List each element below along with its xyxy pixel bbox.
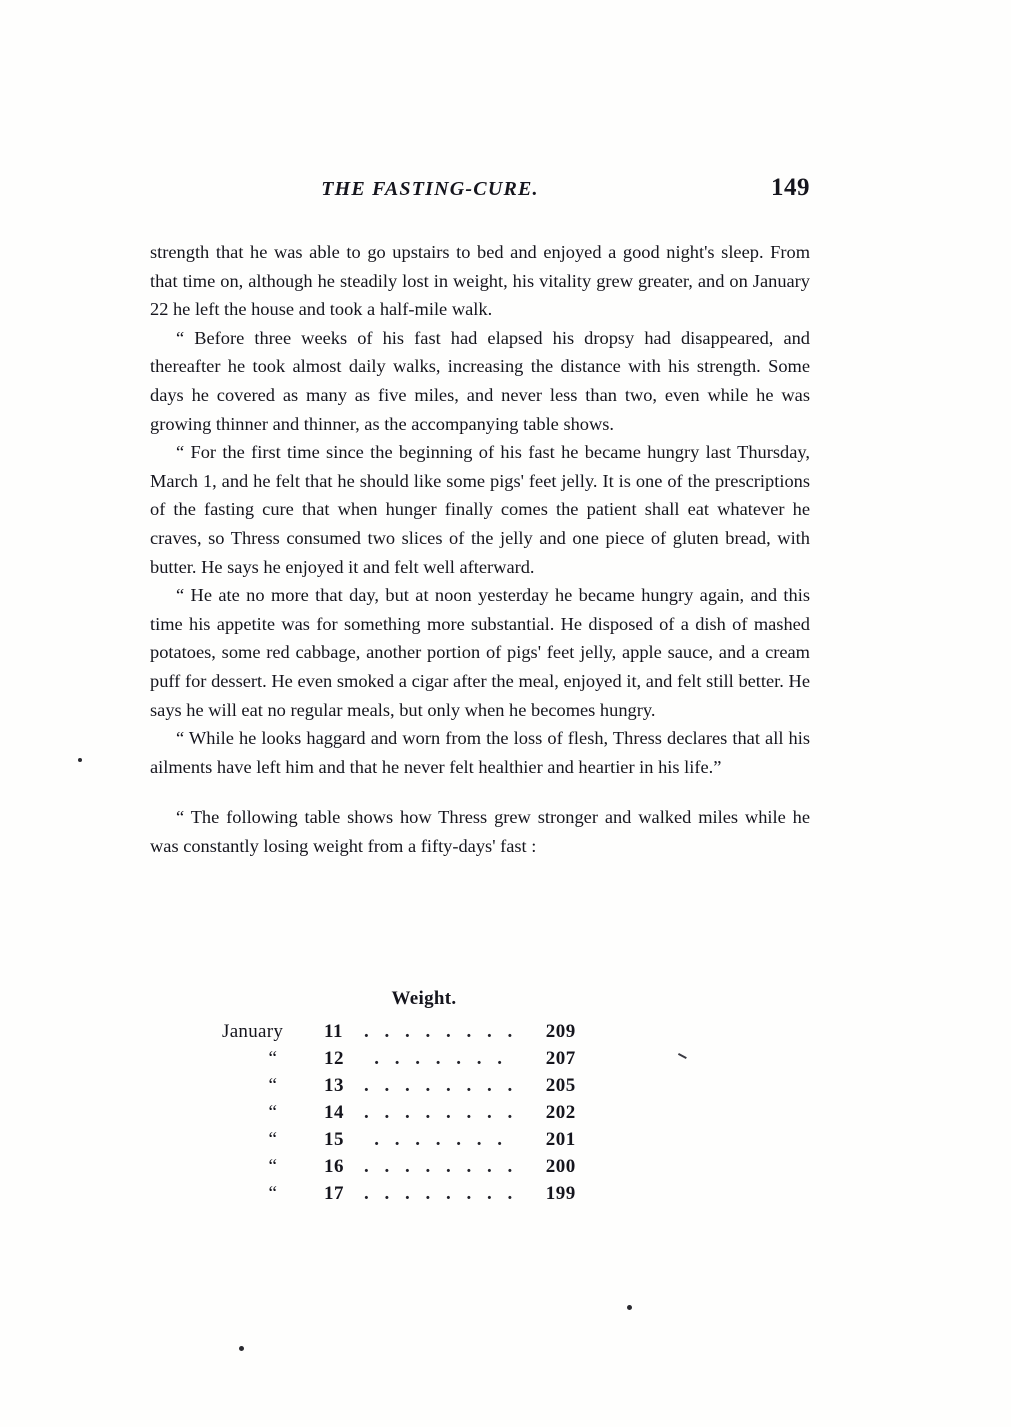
weight-table-caption: Weight. [391, 988, 457, 1009]
table-row [222, 1156, 576, 1183]
row-day: 14 [324, 1102, 344, 1123]
row-month: “ [268, 1129, 278, 1150]
weight-table-section [150, 988, 810, 1210]
row-weight: 209 [545, 1021, 576, 1042]
row-day: 17 [324, 1183, 344, 1204]
paragraph-5: “ While he looks haggard and worn from the loss of flesh, Thress declares that all his ailments have left him and that he never felt healthier and heartier in his life.” [150, 728, 810, 777]
running-head-title: THE FASTING-CURE. [321, 178, 539, 200]
paragraph-3: “ For the first time since the beginning of his fast he became hungry last Thursday, March 1, and he felt that he should like some pigs' feet jelly. It is one of the prescriptions of the fasting cure that when hunger finally comes the patient shall eat whatever he craves, so Thress consumed two slices of the jelly and one piece of gluten bread, with butter. He says he enjoyed it and felt well afterward. [150, 442, 810, 577]
row-weight: 202 [545, 1102, 576, 1123]
weight-table [222, 1021, 576, 1210]
paragraph-6: “ The following table shows how Thress grew stronger and walked miles while he was constantly losing weight from a fifty-days' fast : [150, 807, 810, 856]
table-row [222, 1183, 576, 1210]
row-month: “ [268, 1183, 278, 1204]
row-month: “ [268, 1048, 278, 1069]
row-weight: 207 [545, 1048, 576, 1069]
row-leader: . . . . . . . [374, 1129, 508, 1150]
row-day: 13 [324, 1075, 344, 1096]
row-day: 12 [324, 1048, 344, 1069]
table-row [222, 1048, 576, 1075]
paragraph-4: “ He ate no more that day, but at noon yesterday he became hungry again, and this time his appetite was for something more substantial. He disposed of a dish of mashed potatoes, some red cabbage, another portion of pigs' feet jelly, apple sauce, and a cream puff for dessert. He even smoked a cigar after the meal, enjoyed it, and felt still better. He says he will eat no regular meals, but only when he becomes hungry. [150, 585, 810, 720]
row-day: 11 [324, 1021, 343, 1042]
page-number: 149 [771, 174, 810, 201]
table-row [222, 1129, 576, 1156]
row-weight: 199 [545, 1183, 576, 1204]
row-day: 16 [324, 1156, 344, 1177]
paper-speck [627, 1305, 632, 1310]
table-row [222, 1102, 576, 1129]
row-month: January [222, 1021, 284, 1042]
row-leader: . . . . . . . . [364, 1183, 518, 1204]
row-leader: . . . . . . . . [364, 1021, 518, 1042]
paper-speck [239, 1346, 244, 1351]
row-leader: . . . . . . . [374, 1048, 508, 1069]
paper-speck [78, 758, 82, 762]
row-weight: 205 [545, 1075, 576, 1096]
row-leader: . . . . . . . . [364, 1075, 518, 1096]
row-day: 15 [324, 1129, 344, 1150]
table-row [222, 1075, 576, 1102]
row-leader: . . . . . . . . [364, 1156, 518, 1177]
row-month: “ [268, 1075, 278, 1096]
row-month: “ [268, 1102, 278, 1123]
body-text [150, 238, 810, 860]
row-weight: 201 [545, 1129, 576, 1150]
row-weight: 200 [545, 1156, 576, 1177]
paragraph-1: strength that he was able to go upstairs to bed and enjoyed a good night's sleep. From that time on, although he steadily lost in weight, his vitality grew greater, and on January 22 he left the house and took a half-mile walk. [150, 242, 810, 320]
row-leader: . . . . . . . . [364, 1102, 518, 1123]
table-row [222, 1021, 576, 1048]
row-month: “ [268, 1156, 278, 1177]
page-header [150, 174, 810, 212]
paragraph-2: “ Before three weeks of his fast had elapsed his dropsy had disappeared, and thereafter he took almost daily walks, increasing the distance with his strength. Some days he covered as many as five miles, and never less than two, even while he was growing thinner and thinner, as the accompanying table shows. [150, 327, 810, 434]
